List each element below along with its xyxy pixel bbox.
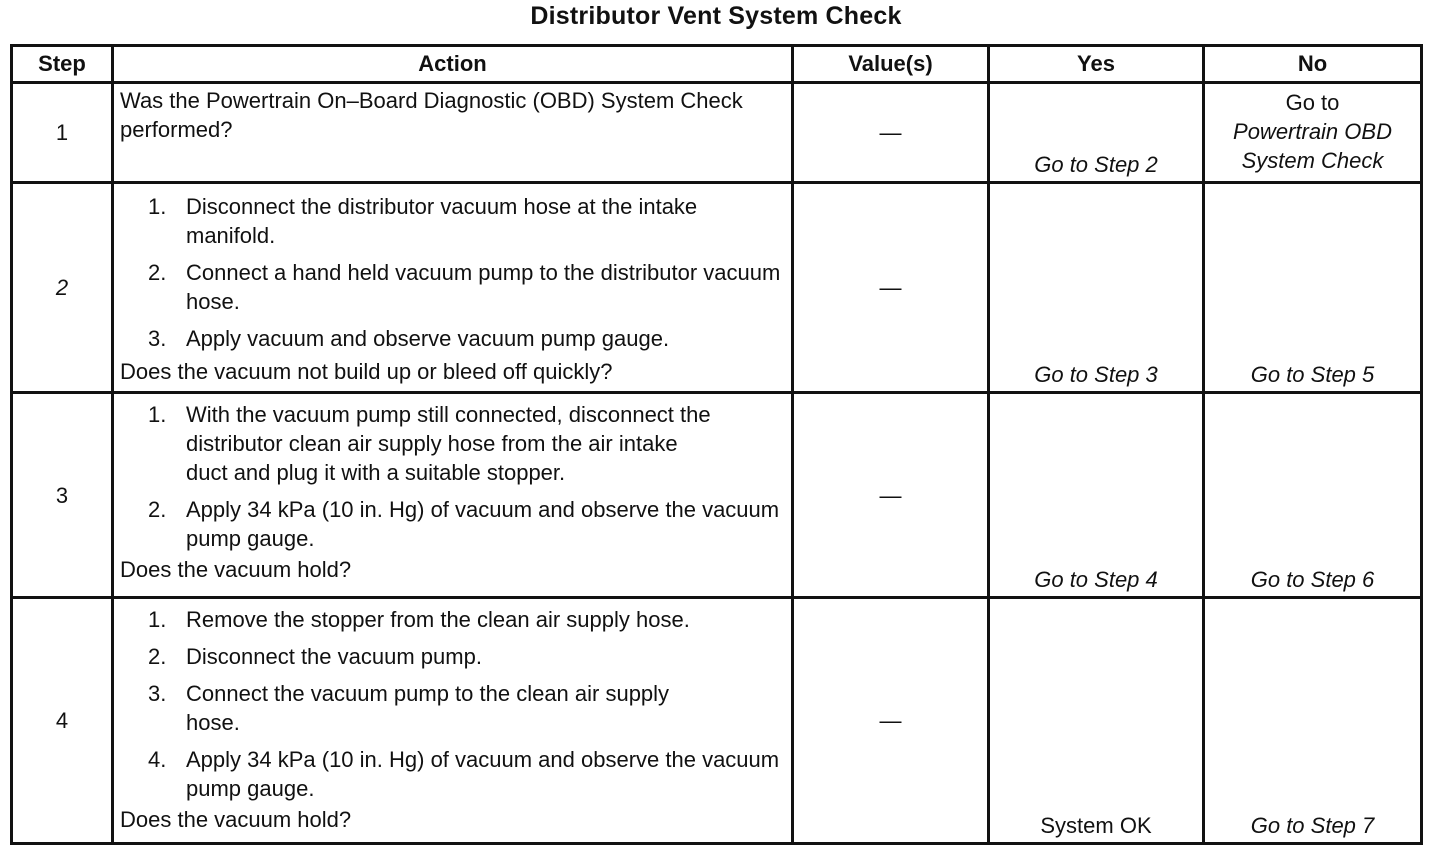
value-cell: —: [793, 393, 989, 598]
procedure-list: [120, 400, 785, 553]
item-number: 3.: [148, 681, 167, 706]
item-number: 2.: [148, 644, 167, 669]
question-text: Does the vacuum not build up or bleed off quickly?: [120, 359, 613, 384]
step-number: 1: [12, 83, 113, 183]
header-values: Value(s): [793, 46, 989, 83]
value-cell: —: [793, 598, 989, 844]
item-text: With the vacuum pump still connected, disconnect the distributor clean air supply hose from the air intake duct and plug it with a suitable stopper.: [186, 402, 711, 485]
step-number: 4: [12, 598, 113, 844]
item-number: 3.: [148, 326, 167, 351]
no-cell: Go to Step 6: [1204, 393, 1422, 598]
header-yes: Yes: [989, 46, 1204, 83]
question-text: Does the vacuum hold?: [120, 557, 352, 582]
action-cell: [113, 183, 793, 393]
no-cell: Go to Step 7: [1204, 598, 1422, 844]
list-item: [120, 324, 785, 353]
no-line: System Check: [1241, 148, 1384, 173]
table-row: [12, 598, 1422, 844]
item-number: 1.: [148, 194, 167, 219]
step-number: 3: [12, 393, 113, 598]
item-text: Apply vacuum and observe vacuum pump gauge.: [186, 326, 670, 351]
procedure-list: [120, 605, 785, 803]
item-number: 4.: [148, 747, 167, 772]
no-cell: Go to Step 5: [1204, 183, 1422, 393]
item-text: Disconnect the distributor vacuum hose at the intake manifold.: [186, 194, 698, 248]
list-item: [120, 192, 785, 250]
list-item: [120, 605, 785, 634]
table-row: [12, 393, 1422, 598]
item-text: Apply 34 kPa (10 in. Hg) of vacuum and observe the vacuum pump gauge.: [186, 497, 780, 551]
yes-cell: Go to Step 4: [989, 393, 1204, 598]
item-text: Connect the vacuum pump to the clean air supply hose.: [186, 681, 670, 735]
question-text: Does the vacuum hold?: [120, 807, 352, 832]
table-row: [12, 183, 1422, 393]
value-cell: —: [793, 183, 989, 393]
step-number: 2: [12, 183, 113, 393]
no-cell: [1204, 83, 1422, 183]
list-item: [120, 679, 785, 737]
header-no: No: [1204, 46, 1422, 83]
action-cell: [113, 598, 793, 844]
item-number: 2.: [148, 497, 167, 522]
yes-cell: System OK: [989, 598, 1204, 844]
list-item: [120, 400, 785, 487]
no-line: Go to: [1285, 90, 1340, 115]
action-cell: [113, 393, 793, 598]
item-text: Remove the stopper from the clean air supply hose.: [186, 607, 690, 632]
action-cell: [113, 83, 793, 183]
header-step: Step: [12, 46, 113, 83]
table-row: [12, 83, 1422, 183]
list-item: [120, 258, 785, 316]
diagnostic-table: [10, 44, 1423, 845]
item-text: Disconnect the vacuum pump.: [186, 644, 482, 669]
list-item: [120, 642, 785, 671]
value-cell: —: [793, 83, 989, 183]
yes-cell: Go to Step 2: [989, 83, 1204, 183]
list-item: [120, 745, 785, 803]
list-item: [120, 495, 785, 553]
header-action: Action: [113, 46, 793, 83]
yes-cell: Go to Step 3: [989, 183, 1204, 393]
no-line: Powertrain OBD: [1233, 119, 1392, 144]
page-title: Distributor Vent System Check: [530, 2, 902, 30]
question-text: Was the Powertrain On–Board Diagnostic (OBD) System Check performed?: [120, 88, 743, 142]
header-row: [12, 46, 1422, 83]
item-number: 2.: [148, 260, 167, 285]
item-text: Apply 34 kPa (10 in. Hg) of vacuum and observe the vacuum pump gauge.: [186, 747, 780, 801]
item-text: Connect a hand held vacuum pump to the distributor vacuum hose.: [186, 260, 781, 314]
item-number: 1.: [148, 607, 167, 632]
procedure-list: [120, 192, 785, 353]
item-number: 1.: [148, 402, 167, 427]
